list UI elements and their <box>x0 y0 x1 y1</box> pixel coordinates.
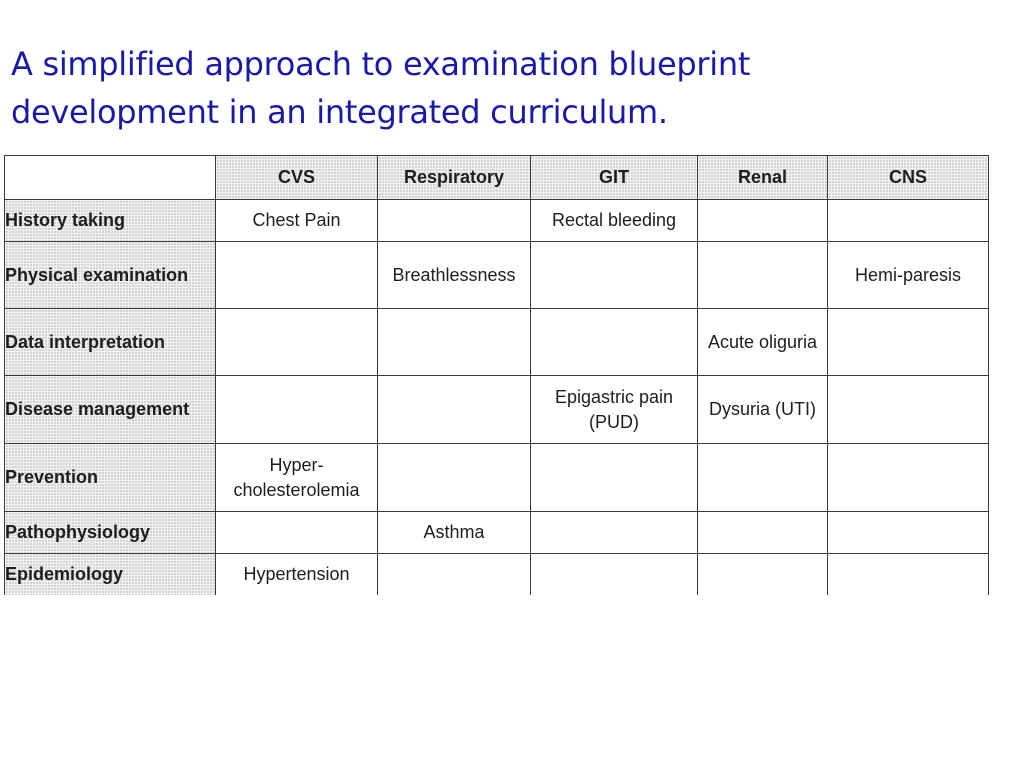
table-cell <box>378 309 531 376</box>
table-cell <box>531 512 698 554</box>
column-header-respiratory: Respiratory <box>378 156 531 200</box>
header-row <box>5 156 989 200</box>
column-header-renal: Renal <box>698 156 828 200</box>
row-header-physical-examination: Physical examination <box>5 242 216 309</box>
row-header-disease-management: Disease management <box>5 376 216 444</box>
table-cell: Asthma <box>378 512 531 554</box>
table-row <box>5 512 989 554</box>
table-row <box>5 242 989 309</box>
table-cell <box>378 554 531 596</box>
table-cell <box>531 554 698 596</box>
table-cell <box>216 376 378 444</box>
table-cell <box>698 554 828 596</box>
table-cell <box>698 200 828 242</box>
row-header-prevention: Prevention <box>5 444 216 512</box>
table-cell <box>828 554 989 596</box>
row-header-history-taking: History taking <box>5 200 216 242</box>
blueprint-table-container <box>4 155 989 595</box>
table-cell: Acute oliguria <box>698 309 828 376</box>
table-cell <box>828 200 989 242</box>
table-cell <box>216 309 378 376</box>
row-header-data-interpretation: Data interpretation <box>5 309 216 376</box>
table-cell <box>216 242 378 309</box>
slide-title-line-1: A simplified approach to examination blueprint <box>11 45 751 83</box>
table-cell <box>378 444 531 512</box>
blueprint-table <box>4 155 989 595</box>
table-cell <box>828 512 989 554</box>
column-header-git: GIT <box>531 156 698 200</box>
slide-title <box>11 40 991 136</box>
table-cell <box>828 309 989 376</box>
table-row <box>5 200 989 242</box>
table-cell: Breathlessness <box>378 242 531 309</box>
corner-cell <box>5 156 216 200</box>
table-row <box>5 376 989 444</box>
table-cell <box>531 242 698 309</box>
table-cell <box>828 444 989 512</box>
table-cell: Chest Pain <box>216 200 378 242</box>
table-cell <box>531 444 698 512</box>
table-cell: Rectal bleeding <box>531 200 698 242</box>
slide-title-line-2: development in an integrated curriculum. <box>11 93 668 131</box>
row-header-pathophysiology: Pathophysiology <box>5 512 216 554</box>
table-row <box>5 444 989 512</box>
table-row <box>5 309 989 376</box>
table-cell <box>698 242 828 309</box>
table-cell <box>216 512 378 554</box>
table-cell: Dysuria (UTI) <box>698 376 828 444</box>
row-header-epidemiology: Epidemiology <box>5 554 216 596</box>
table-cell <box>698 444 828 512</box>
table-cell <box>828 376 989 444</box>
column-header-cvs: CVS <box>216 156 378 200</box>
table-cell <box>378 376 531 444</box>
column-header-cns: CNS <box>828 156 989 200</box>
table-cell <box>698 512 828 554</box>
table-cell: Epigastric pain (PUD) <box>531 376 698 444</box>
table-row <box>5 554 989 596</box>
table-cell: Hemi-paresis <box>828 242 989 309</box>
table-cell <box>378 200 531 242</box>
table-cell: Hypertension <box>216 554 378 596</box>
table-cell <box>531 309 698 376</box>
table-cell: Hyper-cholesterolemia <box>216 444 378 512</box>
